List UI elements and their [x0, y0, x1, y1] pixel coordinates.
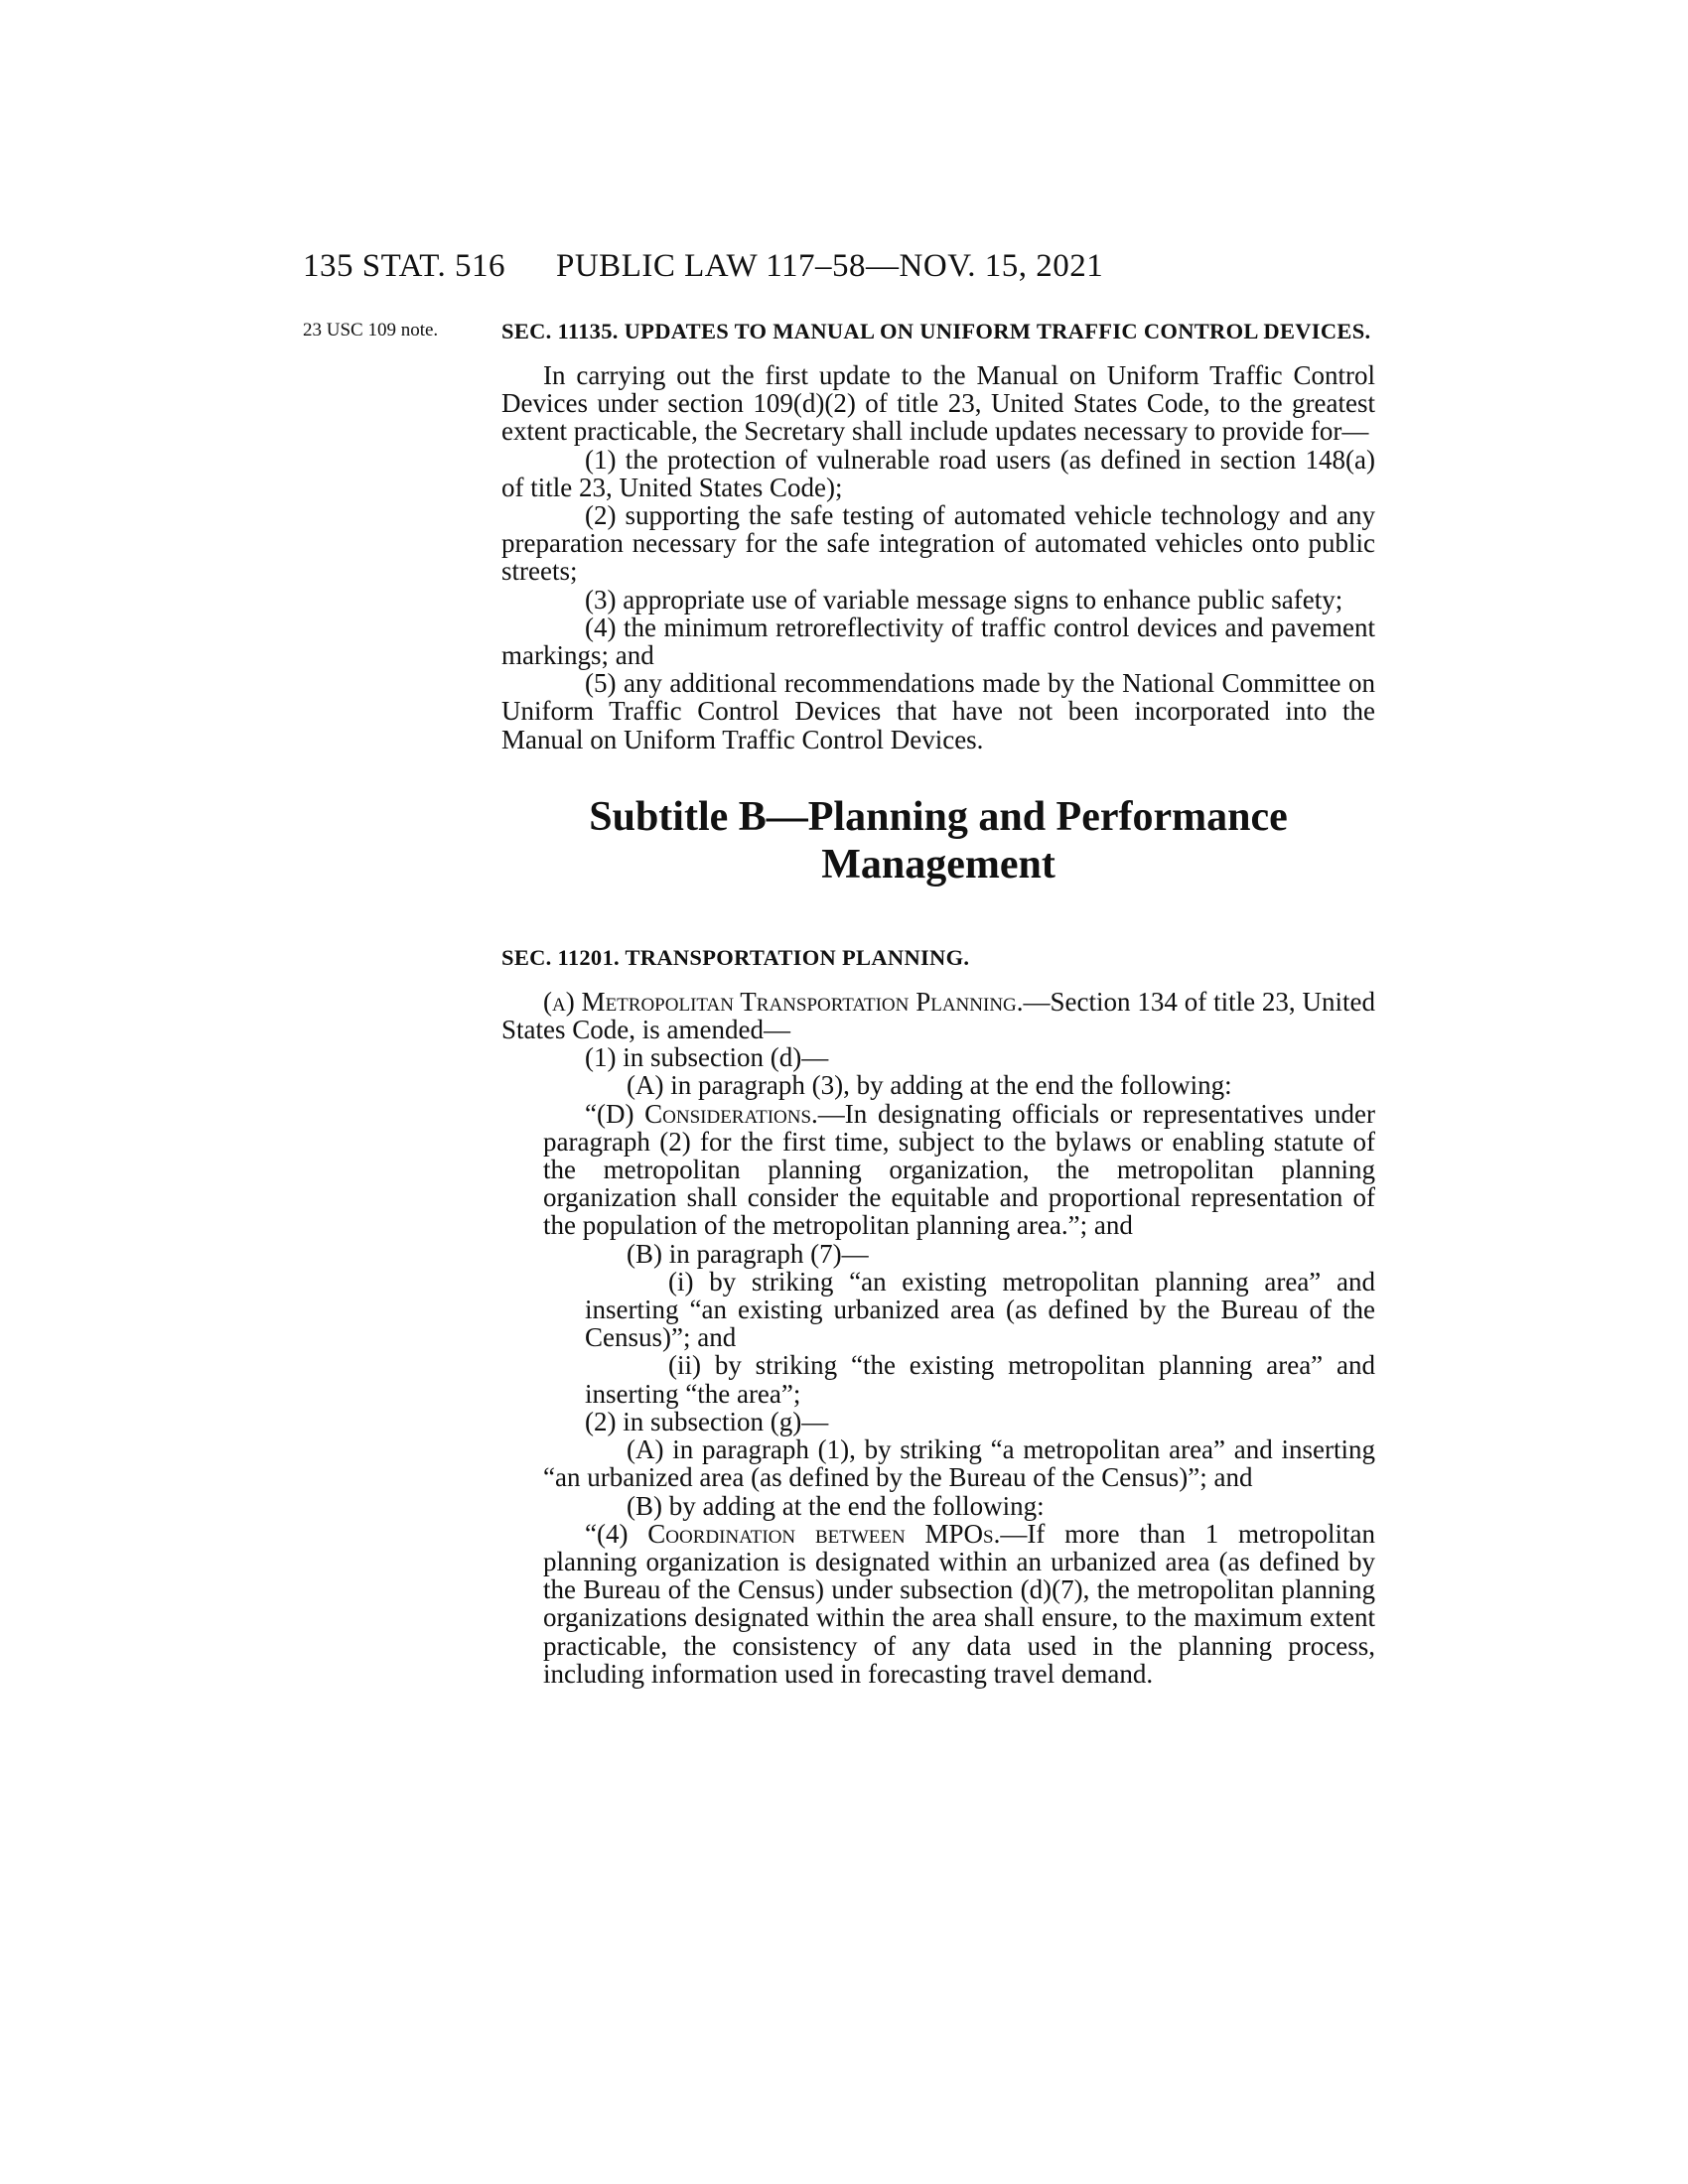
paragraph-1-B: (B) in paragraph (7)— — [627, 1238, 869, 1269]
section-11135-item-5: (5) any additional recommendations made by the National Committee on Uniform Traffic Control Devices that have not been incorporated into the Manual on Uniform Traffic Control Devices. — [501, 668, 1375, 754]
public-law-citation: PUBLIC LAW 117–58—NOV. 15, 2021 — [556, 248, 1104, 284]
stat-page-number: 135 STAT. 516 — [303, 248, 506, 284]
section-11201-heading: SEC. 11201. TRANSPORTATION PLANNING. — [501, 944, 970, 970]
page-header — [303, 248, 1375, 288]
margin-note: 23 USC 109 note. — [303, 320, 439, 341]
subsection-a-text: —Section 134 of title 23, United States Code, is amended— — [501, 986, 1376, 1045]
paragraph-1-D-quoted — [501, 1100, 1375, 1240]
paragraph-2-B: (B) by adding at the end the following: — [627, 1490, 1045, 1521]
document-body — [501, 318, 1375, 1688]
paragraph-1-B-ii: (ii) by striking “the existing metropolitan planning area” and inserting “the area”; — [585, 1350, 1375, 1409]
paragraph-2-A: (A) in paragraph (1), by striking “a metropolitan area” and inserting “an urbanized area (as defined by the Bureau of the Census)”; and — [543, 1434, 1375, 1493]
paragraph-2: (2) in subsection (g)— — [585, 1406, 829, 1436]
paragraph-1-D-caption: “(D) Considerations. — [585, 1098, 818, 1129]
paragraph-1: (1) in subsection (d)— — [585, 1042, 829, 1073]
section-11135-item-3: (3) appropriate use of variable message signs to enhance public safety; — [585, 584, 1343, 614]
section-11135-item-2: (2) supporting the safe testing of automated vehicle technology and any preparation necessary for the safe integration of automated vehicles onto public streets; — [501, 500, 1375, 587]
subtitle-line-2: Management — [821, 841, 1055, 887]
paragraph-1-D-text: —In designating officials or representatives under paragraph (2) for the first time, subject to the bylaws or enabling statute of the metropolitan planning organization, the metropolitan planning organization shall consider the equitable and proportional representation of the population of the metropolitan planning area.”; and — [543, 1098, 1375, 1241]
subtitle-heading — [501, 793, 1375, 888]
subsection-a — [501, 988, 1375, 1043]
subtitle-line-1: Subtitle B—Planning and Performance — [589, 793, 1288, 840]
section-11135-item-4: (4) the minimum retroreflectivity of traffic control devices and pavement markings; and — [501, 612, 1375, 671]
paragraph-2-4-caption: “(4) Coordination between MPOs. — [585, 1518, 1001, 1549]
paragraph-2-4-quoted — [501, 1520, 1375, 1688]
paragraph-1-B-i: (i) by striking “an existing metropolitan planning area” and inserting “an existing urbanized area (as defined by the Bureau of the Census)”; and — [585, 1266, 1375, 1353]
subsection-a-caption: (a) Metropolitan Transportation Planning. — [543, 986, 1024, 1017]
section-11135-item-1: (1) the protection of vulnerable road users (as defined in section 148(a) of title 23, United States Code); — [501, 444, 1375, 502]
paragraph-1-A: (A) in paragraph (3), by adding at the end the following: — [627, 1070, 1232, 1101]
section-11135-intro: In carrying out the first update to the Manual on Uniform Traffic Control Devices under section 109(d)(2) of title 23, United States Code, to the greatest extent practicable, the Secretary shall include updates necessary to provide for— — [501, 360, 1375, 447]
paragraph-2-4-text: —If more than 1 metropolitan planning organization is designated within an urbanized area (as defined by the Bureau of the Census) under subsection (d)(7), the metropolitan planning organizations designated within the area shall ensure, to the maximum extent practicable, the consistency of any data used in the planning process, including information used in forecasting travel demand. — [543, 1518, 1375, 1689]
section-11135-heading: SEC. 11135. UPDATES TO MANUAL ON UNIFORM TRAFFIC CONTROL DEVICES. — [501, 319, 1371, 343]
